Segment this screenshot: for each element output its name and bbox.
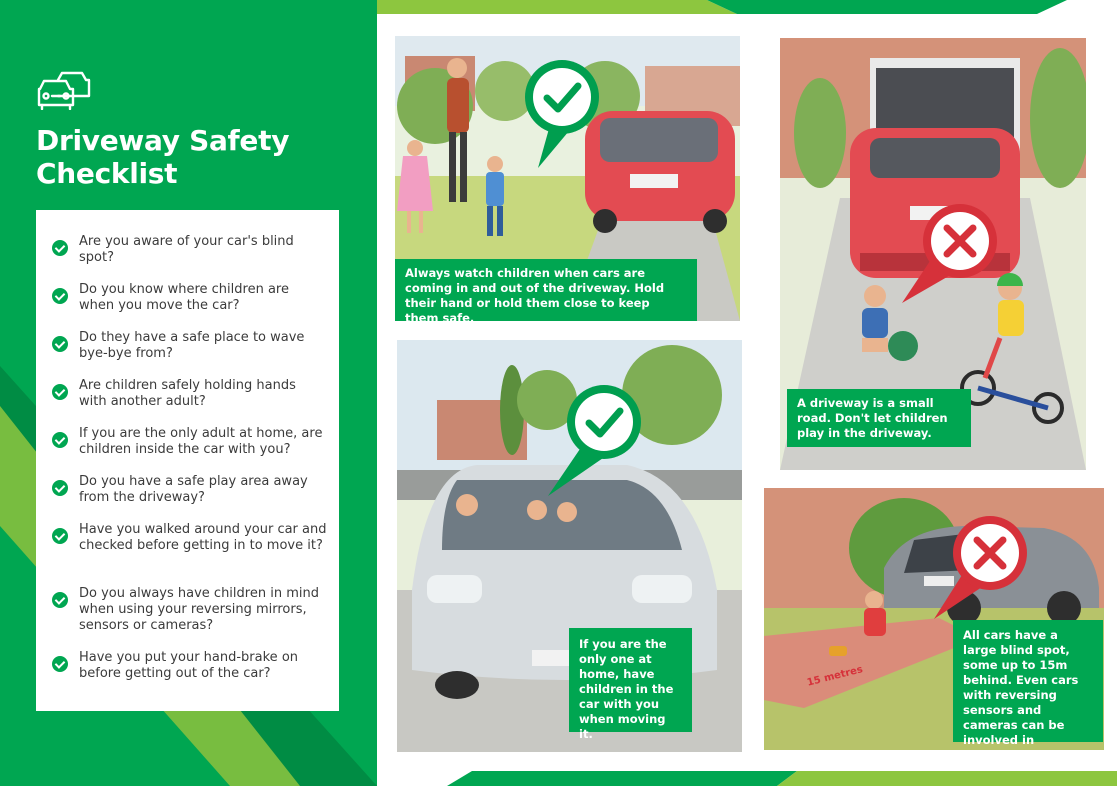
checklist-item-text: Do they have a safe place to wave bye-bye from?: [79, 330, 305, 361]
check-circle-icon: [52, 288, 68, 304]
checklist-item: [52, 586, 327, 650]
checklist-box: [36, 210, 339, 711]
check-circle-icon: [52, 592, 68, 608]
checklist-item-text: Are children safely holding hands with another adult?: [79, 378, 296, 409]
checklist-item: [52, 282, 327, 330]
red-car-illustration: [585, 111, 735, 233]
checklist-item-text: Have you put your hand-brake on before getting out of the car?: [79, 650, 299, 681]
checklist-item: [52, 650, 327, 698]
distance-label: 15 metres: [806, 664, 865, 689]
left-panel: [0, 0, 377, 786]
checklist-item-text: Do you have a safe play area away from the driveway?: [79, 474, 308, 505]
top-stripe: [377, 0, 1117, 14]
checklist-item: [52, 474, 327, 522]
check-circle-icon: [52, 480, 68, 496]
checkmark-pin-icon: [546, 384, 646, 496]
caption-watch-children: Always watch children when cars are coming in and out of the driveway. Hold their hand or hold them close to keep them safe.: [395, 259, 697, 321]
checklist-item-text: If you are the only adult at home, are children inside the car with you?: [79, 426, 323, 457]
page-title: Driveway Safety Checklist: [36, 124, 290, 190]
checklist-item-text: Have you walked around your car and checked before getting in to move it?: [79, 522, 327, 553]
checklist-item: [52, 522, 327, 586]
checkmark-pin-icon: [522, 60, 602, 168]
checklist-item-text: Are you aware of your car's blind spot?: [79, 234, 294, 265]
checklist-item: [52, 330, 327, 378]
checklist-item-text: Do you know where children are when you move the car?: [79, 282, 289, 313]
check-circle-icon: [52, 384, 68, 400]
check-circle-icon: [52, 432, 68, 448]
check-circle-icon: [52, 528, 68, 544]
checklist-item: [52, 234, 327, 282]
check-circle-icon: [52, 336, 68, 352]
bottom-stripe: [377, 771, 1117, 786]
cross-pin-icon: [932, 515, 1032, 619]
check-circle-icon: [52, 656, 68, 672]
check-circle-icon: [52, 240, 68, 256]
caption-small-road: A driveway is a small road. Don't let children play in the driveway.: [787, 389, 971, 447]
cross-pin-icon: [902, 203, 1002, 303]
caption-only-one-home: If you are the only one at home, have children in the car with you when moving it.: [569, 628, 692, 732]
two-cars-icon: [36, 70, 92, 110]
checklist-item-text: Do you always have children in mind when using your reversing mirrors, sensors or cameras?: [79, 586, 319, 633]
checklist-item: [52, 378, 327, 426]
caption-blind-spot: All cars have a large blind spot, some up to 15m behind. Even cars with reversing sensors and cameras can be involved in driveway runovers.: [953, 620, 1103, 742]
checklist-item: [52, 426, 327, 474]
